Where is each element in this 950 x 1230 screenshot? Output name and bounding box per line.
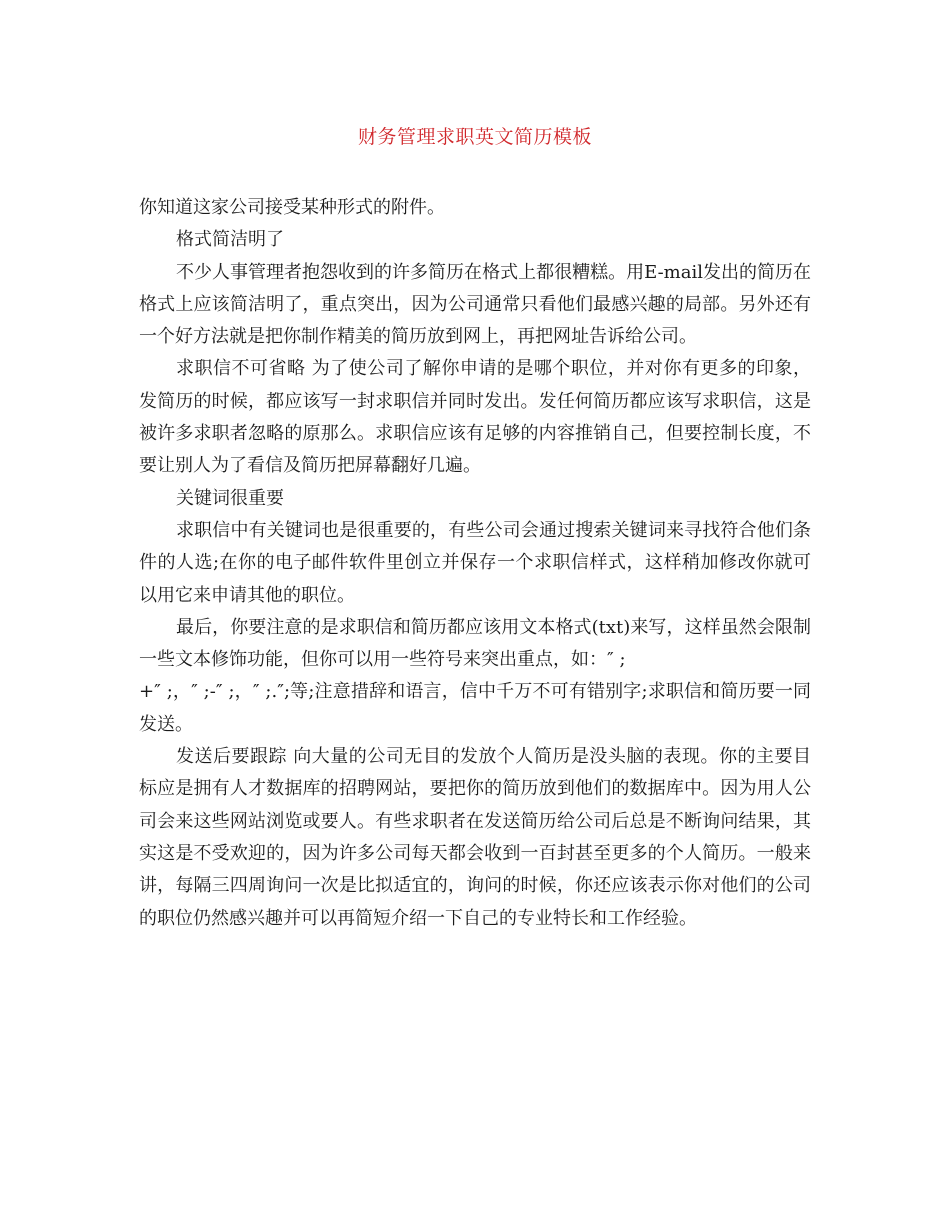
paragraph-follow-up: 发送后要跟踪 向大量的公司无目的发放个人简历是没头脑的表现。你的主要目标应是拥有人才数据库的招聘网站，要把你的简历放到他们的数据库中。因为用人公司会来这些网站浏览或要人。有些求职者在发送简历给公司后总是不断询问结果，其实这是不受欢迎的，因为许多公司每天都会收到一百封甚至更多的个人简历。一般来讲，每隔三四周询问一次是比拟适宜的，询问的时候，你还应该表示你对他们的公司的职位仍然感兴趣并可以再简短介绍一下自己的专业特长和工作经验。 xyxy=(139,746,811,929)
paragraph-text-format: 最后，你要注意的是求职信和简历都应该用文本格式(txt)来写，这样虽然会限制一些文本修饰功能，但你可以用一些符号来突出重点，如：″ ; xyxy=(139,616,811,671)
paragraph-cover-letter: 求职信不可省略 为了使公司了解你申请的是哪个职位，并对你有更多的印象，发简历的时候，都应该写一封求职信并同时发出。发任何简历都应该写求职信，这是被许多求职者忽略的原那么。求职信应该有足够的内容推销自己，但要控制长度，不要让别人为了看信及简历把屏幕翻好几遍。 xyxy=(139,358,811,477)
heading-keywords: 关键词很重要 xyxy=(176,487,284,509)
document-title: 财务管理求职英文简历模板 xyxy=(357,126,592,148)
paragraph-attachment-note: 你知道这家公司接受某种形式的附件。 xyxy=(139,197,445,218)
paragraph-format: 不少人事管理者抱怨收到的许多简历在格式上都很糟糕。用E-mail发出的简历在格式上应该简洁明了，重点突出，因为公司通常只看他们最感兴趣的局部。另外还有一个好方法就是把你制作精美的简历放到网上，再把网址告诉给公司。 xyxy=(139,261,811,348)
paragraph-symbols: +″ ;，″ ;-″ ;，″ ;.″;等;注意措辞和语言，信中千万不可有错别字;求职信和简历要一同发送。 xyxy=(139,681,811,735)
paragraph-keywords: 求职信中有关键词也是很重要的，有些公司会通过搜索关键词来寻找符合他们条件的人选;在你的电子邮件软件里创立并保存一个求职信样式，这样稍加修改你就可以用它来申请其他的职位。 xyxy=(139,519,811,606)
heading-format-concise: 格式简洁明了 xyxy=(176,229,284,251)
document-body xyxy=(139,192,811,935)
